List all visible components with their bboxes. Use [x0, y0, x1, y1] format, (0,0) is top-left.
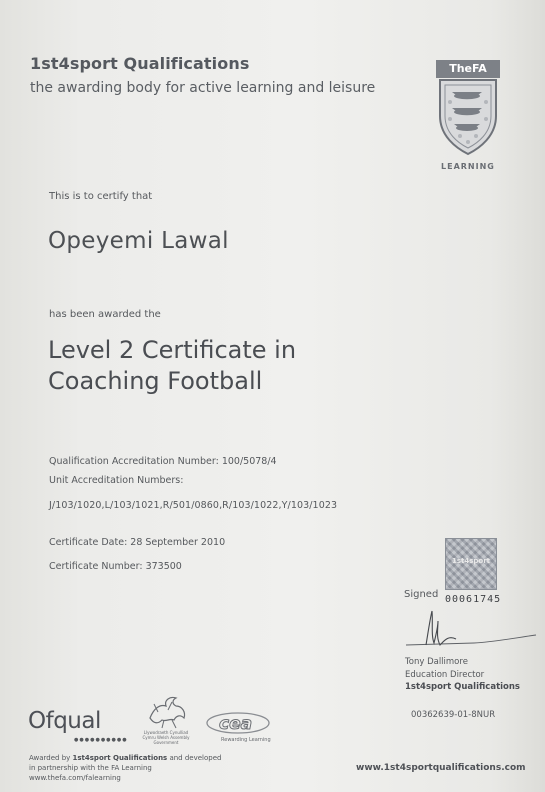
- welsh-assembly-text: Llywodraeth Cynulliad Cymru Welsh Assembly Government: [142, 730, 190, 745]
- awarded-text: has been awarded the: [49, 309, 161, 320]
- fa-crest: [436, 60, 500, 160]
- qualification-title: [48, 335, 428, 397]
- signed-label: Signed: [404, 589, 439, 600]
- three-lions-shield-icon: [436, 78, 500, 156]
- hologram-text: 1st4sport: [451, 557, 491, 565]
- footer-website: www.1st4sportqualifications.com: [356, 763, 526, 773]
- serial-number: 00061745: [445, 594, 502, 605]
- ofqual-dots: ●●●●●●●●●●: [74, 737, 128, 743]
- org-tagline: the awarding body for active learning and leisure: [30, 80, 376, 96]
- footer-line-2: in partnership with the FA Learning: [29, 764, 152, 772]
- cea-logo-text: cea: [219, 714, 253, 734]
- unit-accreditation-label: Unit Accreditation Numbers:: [49, 475, 184, 486]
- footer-line-3: www.thefa.com/falearning: [29, 774, 121, 782]
- cea-logo-icon: [205, 710, 271, 736]
- fa-crest-title: TheFA: [436, 60, 500, 78]
- footer-awarded-org: 1st4sport Qualifications: [72, 754, 168, 762]
- signatory-name: Tony Dallimore: [405, 657, 468, 667]
- welsh-dragon-icon: [146, 694, 188, 730]
- certify-intro: This is to certify that: [49, 191, 153, 202]
- footer-line-1: [29, 754, 221, 762]
- qualification-line-2: Coaching Football: [48, 367, 263, 395]
- qualification-line-1: Level 2 Certificate in: [48, 336, 297, 364]
- signature-mark: [404, 605, 539, 653]
- unit-accreditation-numbers: J/103/1020,L/103/1021,R/501/0860,R/103/1022,Y/103/1023: [49, 500, 338, 511]
- recipient-name: Opeyemi Lawal: [48, 228, 229, 254]
- ofqual-logo: Ofqual: [28, 708, 101, 734]
- accreditation-number: Qualification Accreditation Number: 100/5078/4: [49, 456, 277, 467]
- certificate-number: Certificate Number: 373500: [49, 561, 182, 572]
- signatory-org: 1st4sport Qualifications: [405, 682, 520, 692]
- cea-subtitle: Rewarding Learning: [221, 737, 271, 743]
- certificate-date: Certificate Date: 28 September 2010: [49, 537, 226, 548]
- fa-learning-label: LEARNING: [441, 162, 495, 171]
- hologram-seal: [445, 538, 497, 590]
- signatory-role: Education Director: [405, 670, 485, 680]
- footer-awarded-suffix: and developed: [169, 754, 222, 762]
- org-name: 1st4sport Qualifications: [30, 54, 250, 73]
- reference-number: 00362639-01-8NUR: [411, 710, 496, 720]
- footer-awarded-prefix: Awarded by: [29, 754, 71, 762]
